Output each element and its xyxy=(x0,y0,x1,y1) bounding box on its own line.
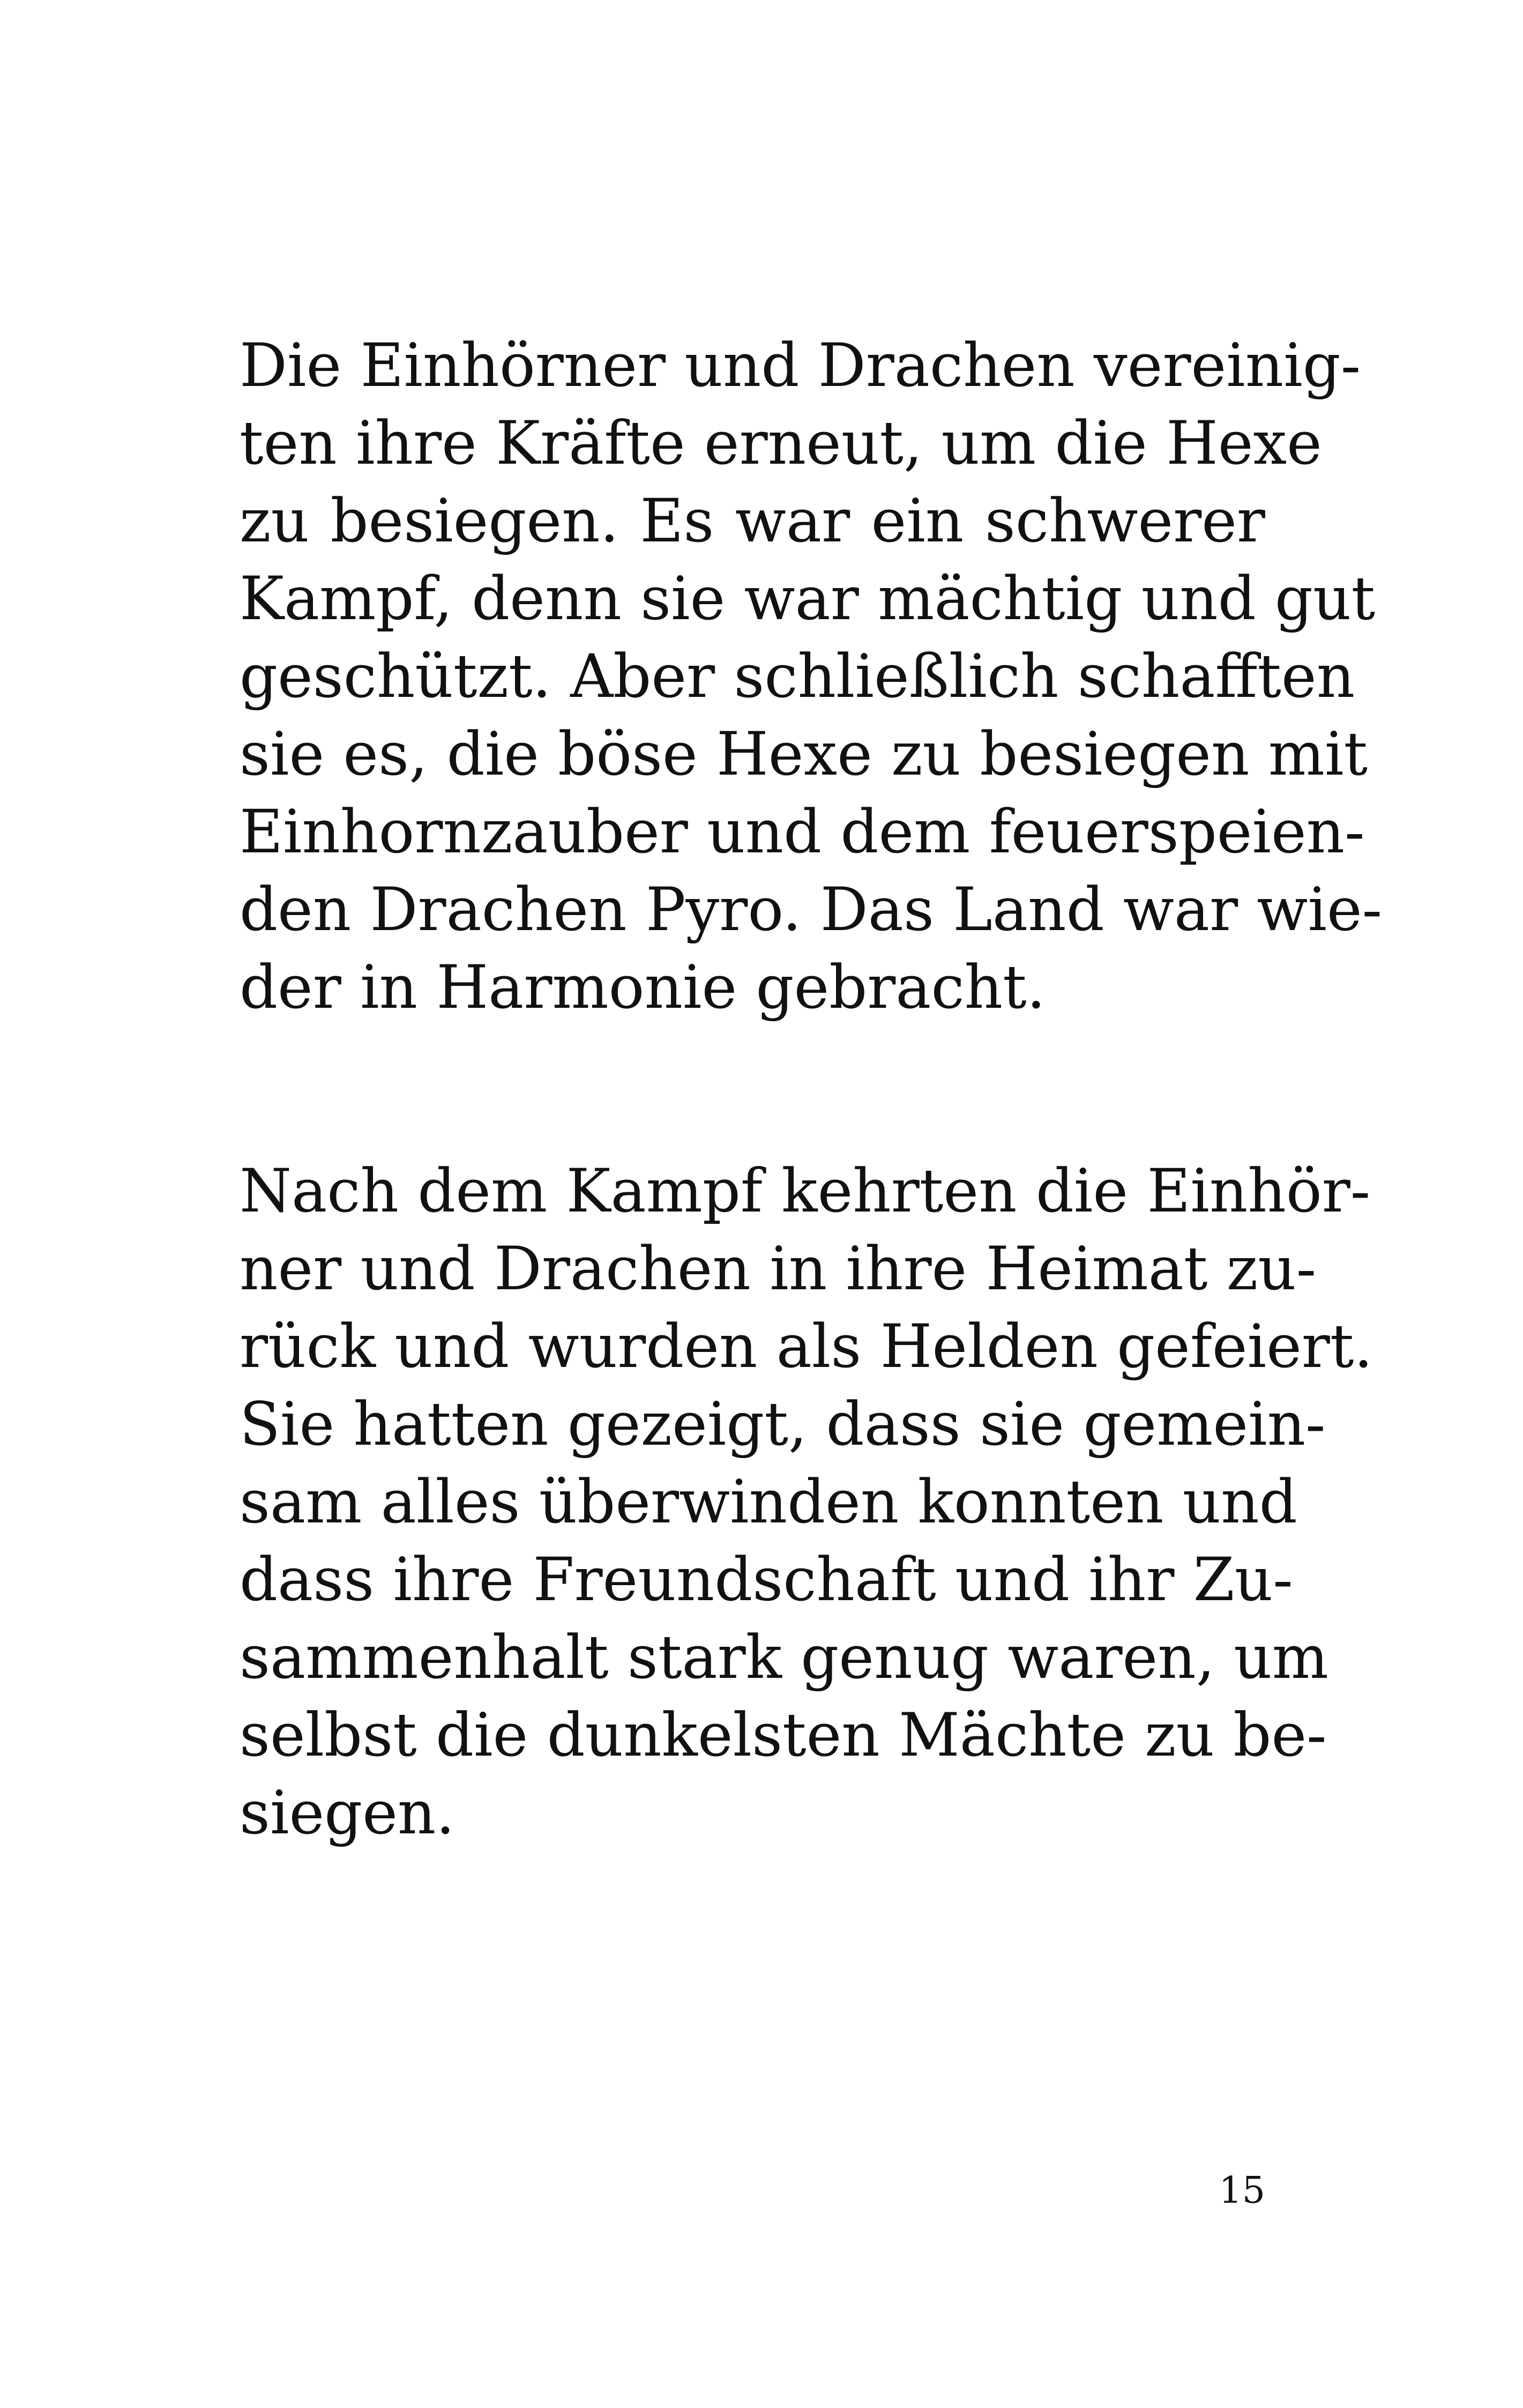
text-line: Einhornzauber und dem feuerspeien- xyxy=(240,798,1365,867)
text-line: sam alles überwinden konnten und xyxy=(240,1468,1297,1537)
page-number: 15 xyxy=(1219,2169,1265,2212)
text-line: sammenhalt stark genug waren, um xyxy=(240,1623,1329,1692)
text-line: Die Einhörner und Drachen vereinig- xyxy=(240,331,1361,400)
text-line: siegen. xyxy=(240,1779,455,1848)
paragraph-2 xyxy=(240,1153,1373,1852)
text-line: Nach dem Kampf kehrten die Einhör- xyxy=(240,1157,1371,1226)
text-line: geschützt. Aber schließlich schafften xyxy=(240,642,1355,711)
text-line: zu besiegen. Es war ein schwerer xyxy=(240,487,1265,556)
text-line: rück und wurden als Helden gefeiert. xyxy=(240,1312,1373,1381)
text-line: selbst die dunkelsten Mächte zu be- xyxy=(240,1701,1327,1770)
text-line: ten ihre Kräfte erneut, um die Hexe xyxy=(240,409,1322,478)
text-line: Sie hatten gezeigt, dass sie gemein- xyxy=(240,1390,1326,1459)
text-line: der in Harmonie gebracht. xyxy=(240,953,1046,1022)
text-line: ner und Drachen in ihre Heimat zu- xyxy=(240,1235,1317,1304)
paragraph-1 xyxy=(240,327,1383,1027)
text-line: den Drachen Pyro. Das Land war wie- xyxy=(240,875,1383,945)
text-line: sie es, die böse Hexe zu besiegen mit xyxy=(240,720,1368,789)
text-line: Kampf, denn sie war mächtig und gut xyxy=(240,564,1376,634)
text-line: dass ihre Freundschaft und ihr Zu- xyxy=(240,1545,1293,1615)
